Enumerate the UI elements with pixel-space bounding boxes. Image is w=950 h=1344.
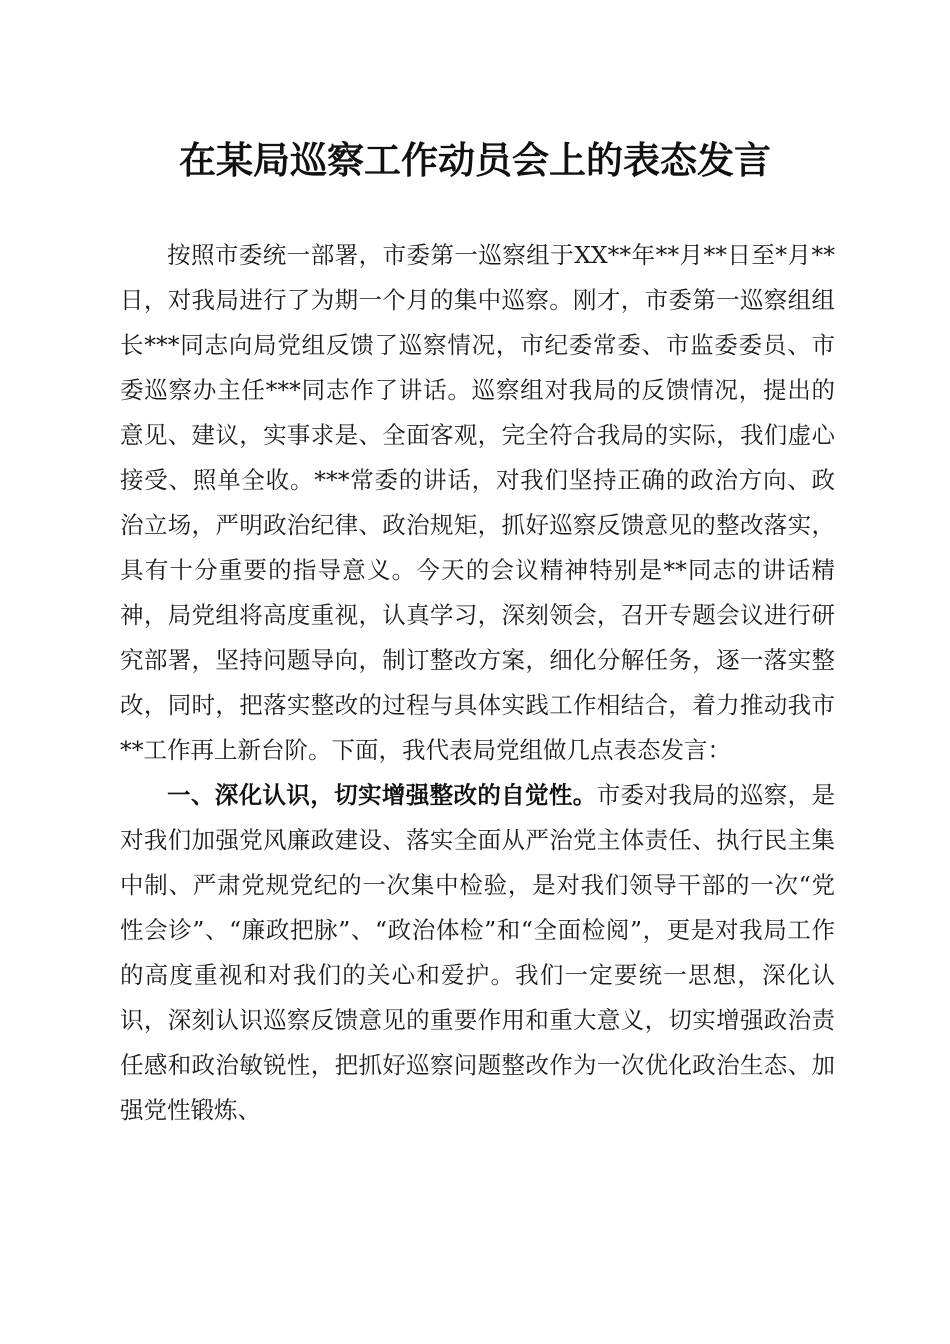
document-title: 在某局巡察工作动员会上的表态发言	[179, 138, 771, 182]
section-1-paragraph	[120, 773, 835, 1133]
document-body	[120, 233, 835, 1133]
intro-paragraph: 按照市委统一部署，市委第一巡察组于XX**年**月**日至*月**日，对我局进行了为期一个月的集中巡察。刚才，市委第一巡察组组长***同志向局党组反馈了巡察情况，市纪委常委、市监委委员、市委巡察办主任***同志作了讲话。巡察组对我局的反馈情况，提出的意见、建议，实事求是、全面客观，完全符合我局的实际，我们虚心接受、照单全收。***常委的讲话，对我们坚持正确的政治方向、政治立场，严明政治纪律、政治规矩，抓好巡察反馈意见的整改落实，具有十分重要的指导意义。今天的会议精神特别是**同志的讲话精神，局党组将高度重视，认真学习，深刻领会，召开专题会议进行研究部署，坚持问题导向，制订整改方案，细化分解任务，逐一落实整改，同时，把落实整改的过程与具体实践工作相结合，着力推动我市**工作再上新台阶。下面，我代表局党组做几点表态发言：	[120, 241, 835, 764]
section-1-text: 市委对我局的巡察，是对我们加强党风廉政建设、落实全面从严治党主体责任、执行民主集中制、严肃党规党纪的一次集中检验，是对我们领导干部的一次“党性会诊”、“廉政把脉”、“政治体检”和“全面检阅”，更是对我局工作的高度重视和对我们的关心和爱护。我们一定要统一思想，深化认识，深刻认识巡察反馈意见的重要作用和重大意义，切实增强政治责任感和政治敏锐性，把抓好巡察问题整改作为一次优化政治生态、加强党性锻炼、	[120, 781, 836, 1124]
section-1-heading: 一、深化认识，切实增强整改的自觉性。	[167, 781, 597, 809]
